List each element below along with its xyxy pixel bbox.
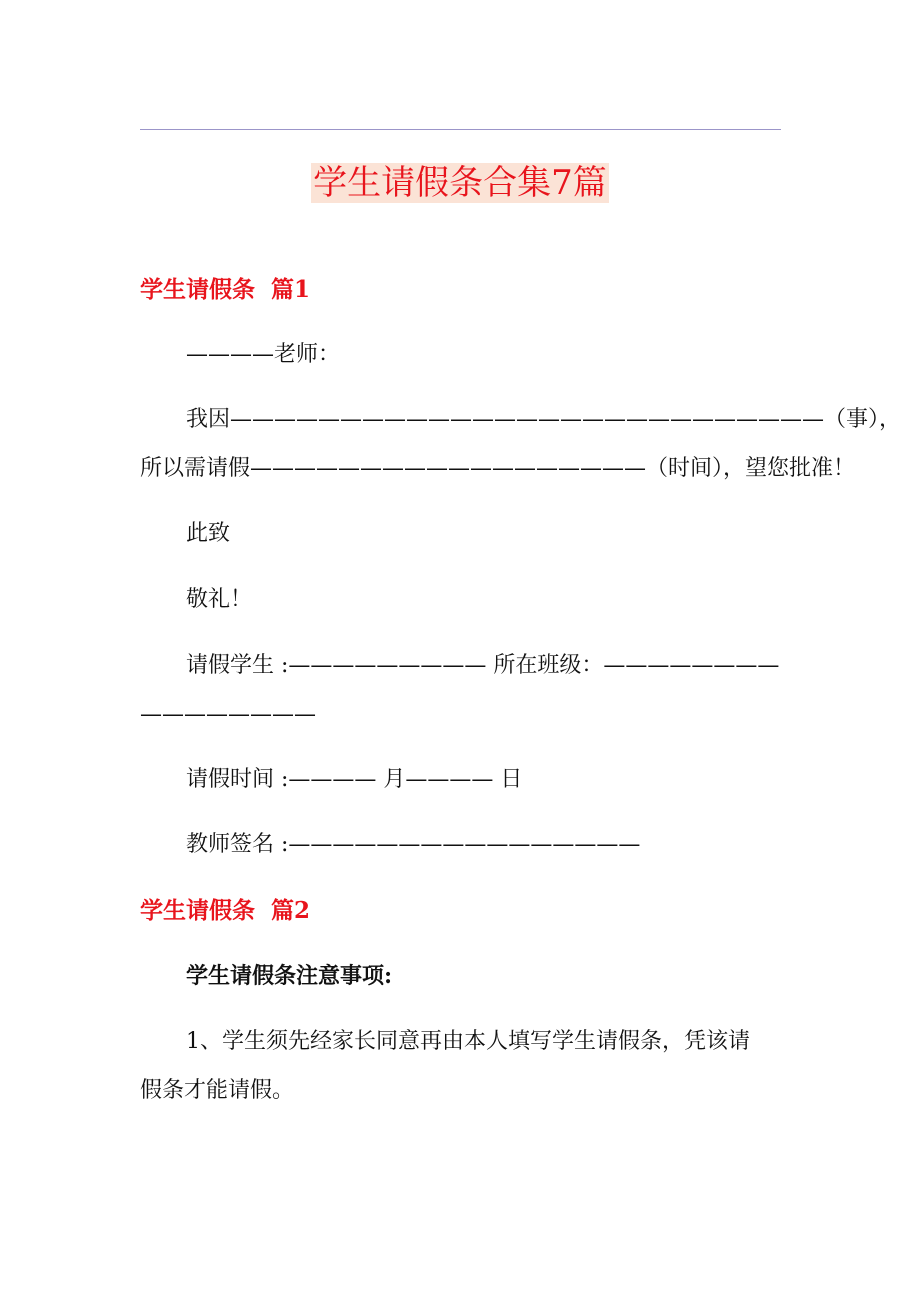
document-title — [0, 160, 920, 206]
teacher-signature-line: 教师签名 :———————————————— — [186, 832, 641, 857]
reason-line: 我因———————————————————————————（事）， — [186, 407, 902, 432]
student-class-line: 请假学生 :————————— 所在班级：———————— — [186, 653, 780, 678]
student-class-line-continued: ———————— — [140, 702, 316, 727]
closing-line-2: 敬礼！ — [186, 587, 253, 612]
salutation-line: ————老师： — [186, 342, 341, 367]
time-request-line: 所以需请假——————————————————（时间），望您批准！ — [140, 456, 856, 481]
closing-line-1: 此致 — [186, 521, 231, 546]
leave-date-line: 请假时间 :———— 月———— 日 — [186, 767, 523, 792]
section-2-heading: 学生请假条 篇2 — [140, 897, 311, 924]
note-1-line-1: 1、学生须先经家长同意再由本人填写学生请假条，凭该请 — [186, 1029, 750, 1054]
section-1-heading: 学生请假条 篇1 — [140, 276, 311, 303]
note-1-line-2: 假条才能请假。 — [140, 1078, 295, 1103]
document-title-text: 学生请假条合集7篇 — [313, 163, 607, 203]
top-divider — [140, 129, 781, 130]
notes-subheading: 学生请假条注意事项: — [186, 963, 393, 989]
